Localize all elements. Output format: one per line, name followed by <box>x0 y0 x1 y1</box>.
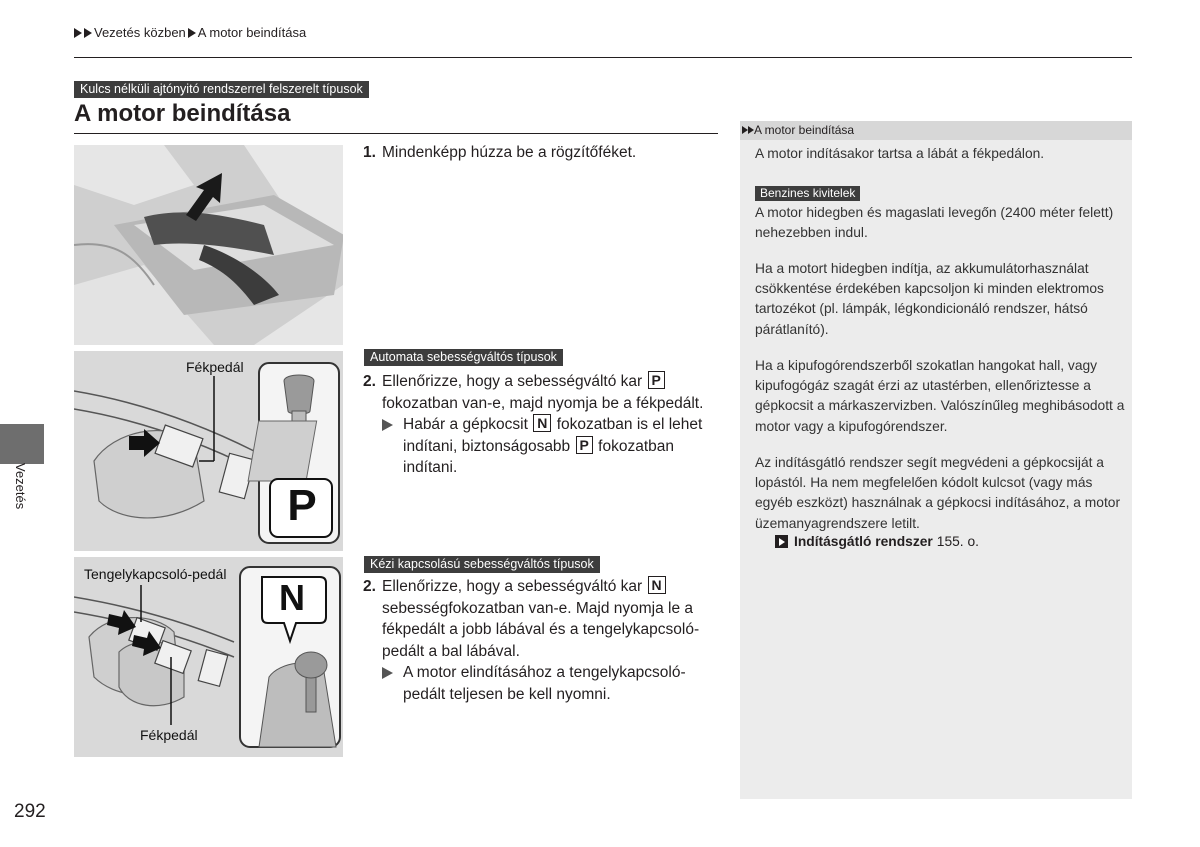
chapter-tab-label <box>12 463 32 523</box>
gear-n-box: N <box>533 414 551 432</box>
brake-pedal-label: Fékpedál <box>140 727 198 743</box>
automatic-tag-label: Automata sebességváltós típusok <box>364 349 563 366</box>
gear-p-letter: P <box>287 481 317 530</box>
reference-page: 155. o. <box>936 534 979 549</box>
page-title: A motor beindítása <box>74 100 291 127</box>
cross-reference-link[interactable] <box>775 534 979 549</box>
section-tag-label: Kulcs nélküli ajtónyitó rendszerrel felszerelt típusok <box>74 81 369 98</box>
step-number: 2. <box>363 578 376 595</box>
step-2-automatic <box>363 371 728 479</box>
petrol-tag <box>755 184 860 202</box>
note-arrow-icon <box>382 419 393 431</box>
step-number: 1. <box>363 144 376 161</box>
sidebar-paragraph: A motor hidegben és magaslati levegőn (2400 méter felett) nehezebben indul. <box>755 205 1114 241</box>
chapter-tab[interactable] <box>0 424 44 464</box>
automatic-tag <box>364 348 563 366</box>
manual-tag <box>364 555 600 573</box>
note-text: Habár a gépkocsit <box>403 416 528 433</box>
breadcrumb-arrow-icon <box>84 28 92 38</box>
step-number: 2. <box>363 373 376 390</box>
breadcrumb-page[interactable]: A motor beindítása <box>197 25 307 40</box>
breadcrumb <box>74 25 306 40</box>
step-text: fokozatban van-e, majd nyomja be a fékpedált. <box>382 394 704 412</box>
automatic-pedal-figure <box>74 351 343 551</box>
breadcrumb-arrow-icon <box>74 28 82 38</box>
note-text: fokozatban indítani. <box>403 437 674 476</box>
note <box>382 414 728 479</box>
sidebar-header <box>740 121 1132 140</box>
page-number: 292 <box>14 801 46 822</box>
breadcrumb-arrow-icon <box>188 28 196 38</box>
brake-pedal-label: Fékpedál <box>186 359 244 375</box>
reference-title[interactable]: Indításgátló rendszer <box>794 534 933 549</box>
sidebar-paragraph: Ha a motort hidegben indítja, az akkumulátorhasználat csökkentése érdekében kapcsoljon ki minden elektromos tartozékot (pl. lámpák, légkondicionáló rendszer, hátsó párátlanító). <box>755 261 1104 337</box>
clutch-pedal-label: Tengelykapcsoló-pedál <box>84 566 227 582</box>
chapter-tab-text: Vezetés <box>13 463 28 510</box>
parking-brake-figure <box>74 145 343 345</box>
step-2-manual <box>363 576 721 705</box>
step-text: Mindenképp húzza be a rögzítőféket. <box>382 144 637 161</box>
step-text: Ellenőrizze, hogy a sebességváltó kar <box>382 373 643 390</box>
step-1 <box>363 142 723 164</box>
note-arrow-icon <box>382 667 393 679</box>
note <box>382 662 721 705</box>
manual-pedal-figure <box>74 557 343 757</box>
sidebar-paragraph: A motor indításakor tartsa a lábát a fékpedálon. <box>755 146 1045 161</box>
sidebar-paragraph: Az indításgátló rendszer segít megvédeni a gépkocsiját a lopástól. Ha nem megfelelően kódolt kulcsot (vagy más egyéb eszközt) használnak a gépkocsi indításához, a motor üzemanyagrendszere letilt. <box>755 455 1121 531</box>
sidebar-paragraph: Ha a kipufogórendszerből szokatlan hangokat hall, vagy kipufogógáz szagát érzi az utastérben, ellenőriztesse a gépkocsit a márkaszervizben. Valószínűleg meghibásodott a motor vagy a kipufogórendszer. <box>755 358 1125 434</box>
gear-p-box: P <box>648 371 665 389</box>
reference-arrow-icon <box>775 535 788 548</box>
sidebar-header-title: A motor beindítása <box>754 123 855 137</box>
section-tag <box>74 80 369 98</box>
title-divider <box>74 133 718 134</box>
petrol-tag-label: Benzines kivitelek <box>755 186 860 201</box>
breadcrumb-section[interactable]: Vezetés közben <box>94 25 186 40</box>
gear-n-letter: N <box>279 577 305 618</box>
note-text: A motor elindításához a tengelykapcsoló-pedált teljesen be kell nyomni. <box>403 664 686 703</box>
header-divider <box>74 57 1132 58</box>
gear-p-box: P <box>576 436 593 454</box>
step-text: Ellenőrizze, hogy a sebességváltó kar <box>382 578 643 595</box>
sidebar-notes <box>740 121 1132 799</box>
step-text: sebességfokozatban van-e. Majd nyomja le a fékpedált a jobb lábával és a tengelykapcsoló-pedált a bal lábával. <box>382 599 700 660</box>
manual-tag-label: Kézi kapcsolású sebességváltós típusok <box>364 556 600 573</box>
note-text: fokozatban is el lehet indítani, biztonságosabb <box>403 416 703 455</box>
gear-n-box: N <box>648 576 666 594</box>
